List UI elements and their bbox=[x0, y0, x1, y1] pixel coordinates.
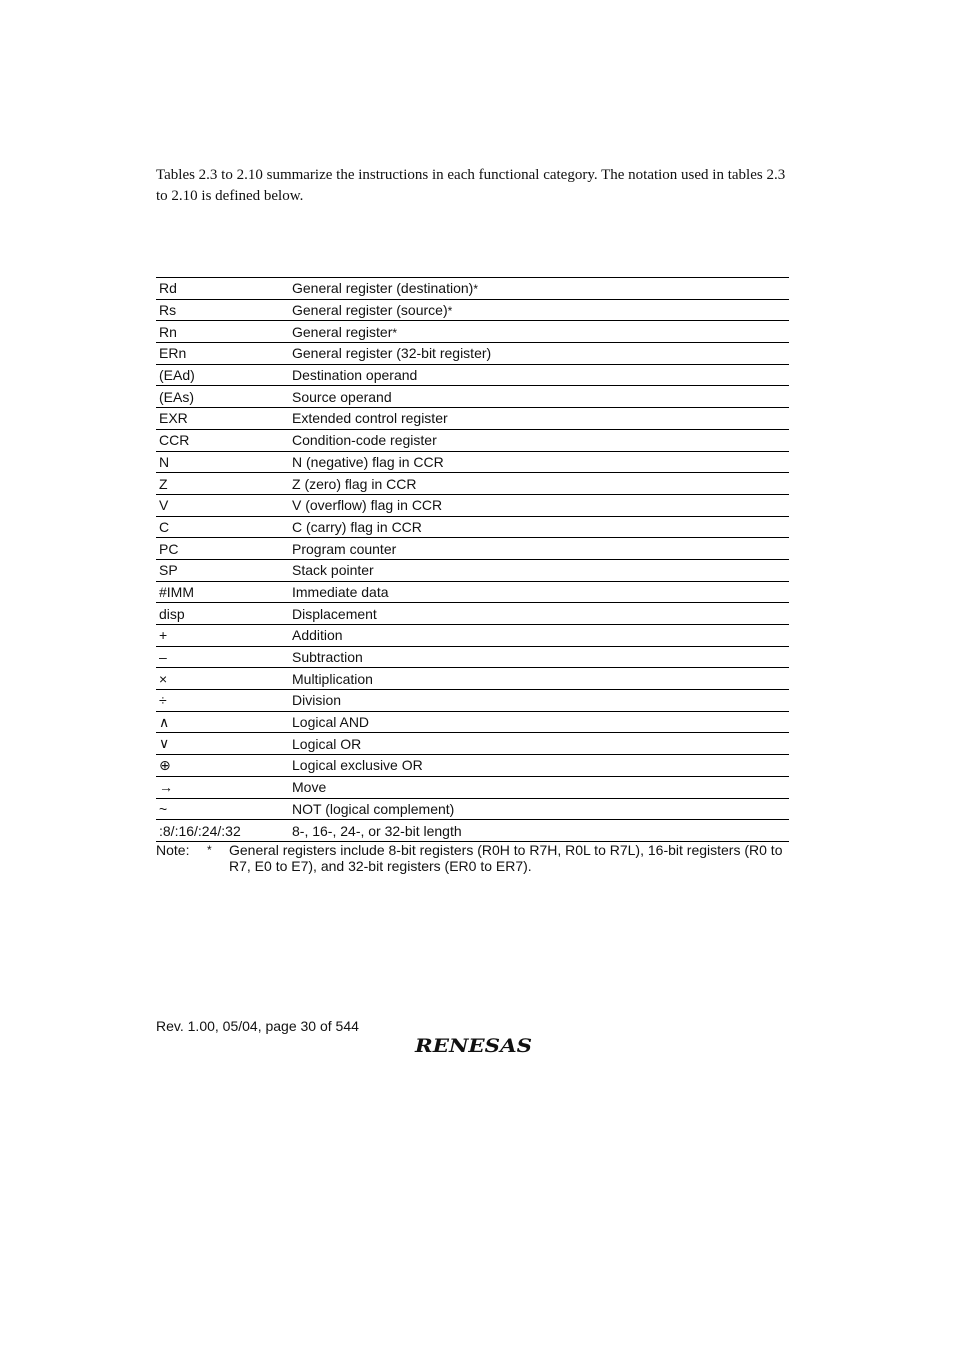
meaning-text: General register bbox=[292, 323, 393, 340]
meaning-text: General register (32-bit register) bbox=[292, 345, 492, 362]
notation-symbol: CCR bbox=[156, 429, 289, 451]
meaning-text: NOT (logical complement) bbox=[292, 800, 455, 817]
notation-meaning bbox=[289, 299, 789, 321]
notation-symbol: ⊕ bbox=[156, 755, 289, 777]
notation-symbol: (EAs) bbox=[156, 386, 289, 408]
table-row bbox=[156, 429, 789, 451]
meaning-text: Move bbox=[292, 779, 327, 796]
notation-meaning bbox=[289, 473, 789, 495]
notation-meaning bbox=[289, 494, 789, 516]
meaning-text: Addition bbox=[292, 627, 343, 644]
table-row bbox=[156, 451, 789, 473]
svg-text:RENESAS: RENESAS bbox=[414, 1036, 532, 1056]
notation-meaning bbox=[289, 451, 789, 473]
notation-symbol: ~ bbox=[156, 798, 289, 820]
table-row bbox=[156, 625, 789, 647]
notation-symbol: #IMM bbox=[156, 581, 289, 603]
meaning-text: Logical exclusive OR bbox=[292, 757, 423, 774]
table-row bbox=[156, 321, 789, 343]
notation-meaning bbox=[289, 755, 789, 777]
notation-meaning bbox=[289, 776, 789, 798]
meaning-text: Displacement bbox=[292, 605, 377, 622]
notation-meaning bbox=[289, 625, 789, 647]
notation-symbol: ERn bbox=[156, 343, 289, 365]
table-row bbox=[156, 278, 789, 300]
table-row bbox=[156, 473, 789, 495]
notation-symbol: + bbox=[156, 625, 289, 647]
page-footer: Rev. 1.00, 05/04, page 30 of 544 bbox=[156, 1018, 359, 1034]
note-asterisk: * bbox=[207, 843, 212, 857]
footnote-asterisk: * bbox=[447, 304, 453, 319]
table-row bbox=[156, 820, 789, 842]
notation-meaning bbox=[289, 343, 789, 365]
table-row bbox=[156, 386, 789, 408]
notation-table bbox=[156, 277, 789, 842]
table-row bbox=[156, 733, 789, 755]
meaning-text: Division bbox=[292, 692, 342, 709]
meaning-text: Subtraction bbox=[292, 649, 363, 666]
notation-symbol: V bbox=[156, 494, 289, 516]
notation-symbol: C bbox=[156, 516, 289, 538]
notation-symbol: → bbox=[156, 776, 289, 798]
table-row bbox=[156, 538, 789, 560]
notation-meaning bbox=[289, 559, 789, 581]
table-row bbox=[156, 798, 789, 820]
notation-symbol: PC bbox=[156, 538, 289, 560]
table-row bbox=[156, 559, 789, 581]
table-row bbox=[156, 516, 789, 538]
notation-meaning bbox=[289, 820, 789, 842]
meaning-text: Destination operand bbox=[292, 367, 418, 384]
table-row bbox=[156, 690, 789, 712]
meaning-text: 8-, 16-, 24-, or 32-bit length bbox=[292, 822, 462, 839]
notation-meaning bbox=[289, 690, 789, 712]
table-row bbox=[156, 776, 789, 798]
notation-symbol: Rs bbox=[156, 299, 289, 321]
notation-meaning bbox=[289, 603, 789, 625]
notation-meaning bbox=[289, 581, 789, 603]
notation-meaning bbox=[289, 321, 789, 343]
meaning-text: Stack pointer bbox=[292, 562, 374, 579]
intro-paragraph: Tables 2.3 to 2.10 summarize the instructions in each functional category. The notation used in tables 2.3 to 2.10 is defined below. bbox=[156, 167, 786, 204]
notation-symbol: SP bbox=[156, 559, 289, 581]
meaning-text: Source operand bbox=[292, 388, 392, 405]
meaning-text: Extended control register bbox=[292, 410, 448, 427]
notation-symbol: N bbox=[156, 451, 289, 473]
notation-symbol: :8/:16/:24/:32 bbox=[159, 822, 241, 839]
meaning-text: V (overflow) flag in CCR bbox=[292, 497, 443, 514]
notation-symbol: disp bbox=[156, 603, 289, 625]
meaning-text: Program counter bbox=[292, 540, 397, 557]
notation-symbol: – bbox=[156, 646, 289, 668]
table-row bbox=[156, 299, 789, 321]
meaning-text: N (negative) flag in CCR bbox=[292, 453, 444, 470]
meaning-text: Immediate data bbox=[292, 583, 389, 600]
notation-meaning bbox=[289, 364, 789, 386]
notation-meaning bbox=[289, 733, 789, 755]
notation-symbol: Z bbox=[156, 473, 289, 495]
meaning-text: General register (destination) bbox=[292, 280, 474, 297]
note-text: General registers include 8-bit registers (R0H to R7H, R0L to R7L), 16-bit registers (R0 to R7, E0 to E7), and 32-bit registers (ER0 to ER7). bbox=[229, 842, 783, 874]
notation-meaning bbox=[289, 429, 789, 451]
notation-meaning bbox=[289, 668, 789, 690]
notation-meaning bbox=[289, 646, 789, 668]
meaning-text: C (carry) flag in CCR bbox=[292, 518, 422, 535]
notation-meaning bbox=[289, 386, 789, 408]
meaning-text: Multiplication bbox=[292, 670, 373, 687]
footnote-asterisk: * bbox=[473, 282, 478, 297]
notation-symbol: ∧ bbox=[156, 711, 289, 733]
meaning-text: Z (zero) flag in CCR bbox=[292, 475, 417, 492]
notation-symbol: ÷ bbox=[156, 690, 289, 712]
table-row bbox=[156, 603, 789, 625]
meaning-text: Condition-code register bbox=[292, 432, 437, 449]
table-row bbox=[156, 668, 789, 690]
notation-symbol: Rd bbox=[156, 278, 289, 300]
notation-symbol: (EAd) bbox=[156, 364, 289, 386]
table-row bbox=[156, 755, 789, 777]
notation-symbol: Rn bbox=[156, 321, 289, 343]
meaning-text: Logical OR bbox=[292, 735, 362, 752]
footnote-asterisk: * bbox=[392, 325, 398, 340]
notation-meaning bbox=[289, 711, 789, 733]
notation-meaning bbox=[289, 408, 789, 430]
table-row bbox=[156, 646, 789, 668]
table-row bbox=[156, 408, 789, 430]
notation-meaning bbox=[289, 538, 789, 560]
table-row bbox=[156, 494, 789, 516]
meaning-text: General register (source) bbox=[292, 302, 448, 319]
table-row bbox=[156, 581, 789, 603]
notation-meaning bbox=[289, 516, 789, 538]
table-row bbox=[156, 343, 789, 365]
table-row bbox=[156, 711, 789, 733]
notation-symbol: × bbox=[156, 668, 289, 690]
notation-meaning bbox=[289, 278, 789, 300]
note-label: Note: bbox=[156, 842, 190, 858]
notation-symbol: ∨ bbox=[156, 733, 289, 755]
meaning-text: Logical AND bbox=[292, 714, 370, 731]
notation-meaning bbox=[289, 798, 789, 820]
notation-symbol: EXR bbox=[156, 408, 289, 430]
renesas-logo bbox=[414, 1036, 534, 1061]
table-row bbox=[156, 364, 789, 386]
